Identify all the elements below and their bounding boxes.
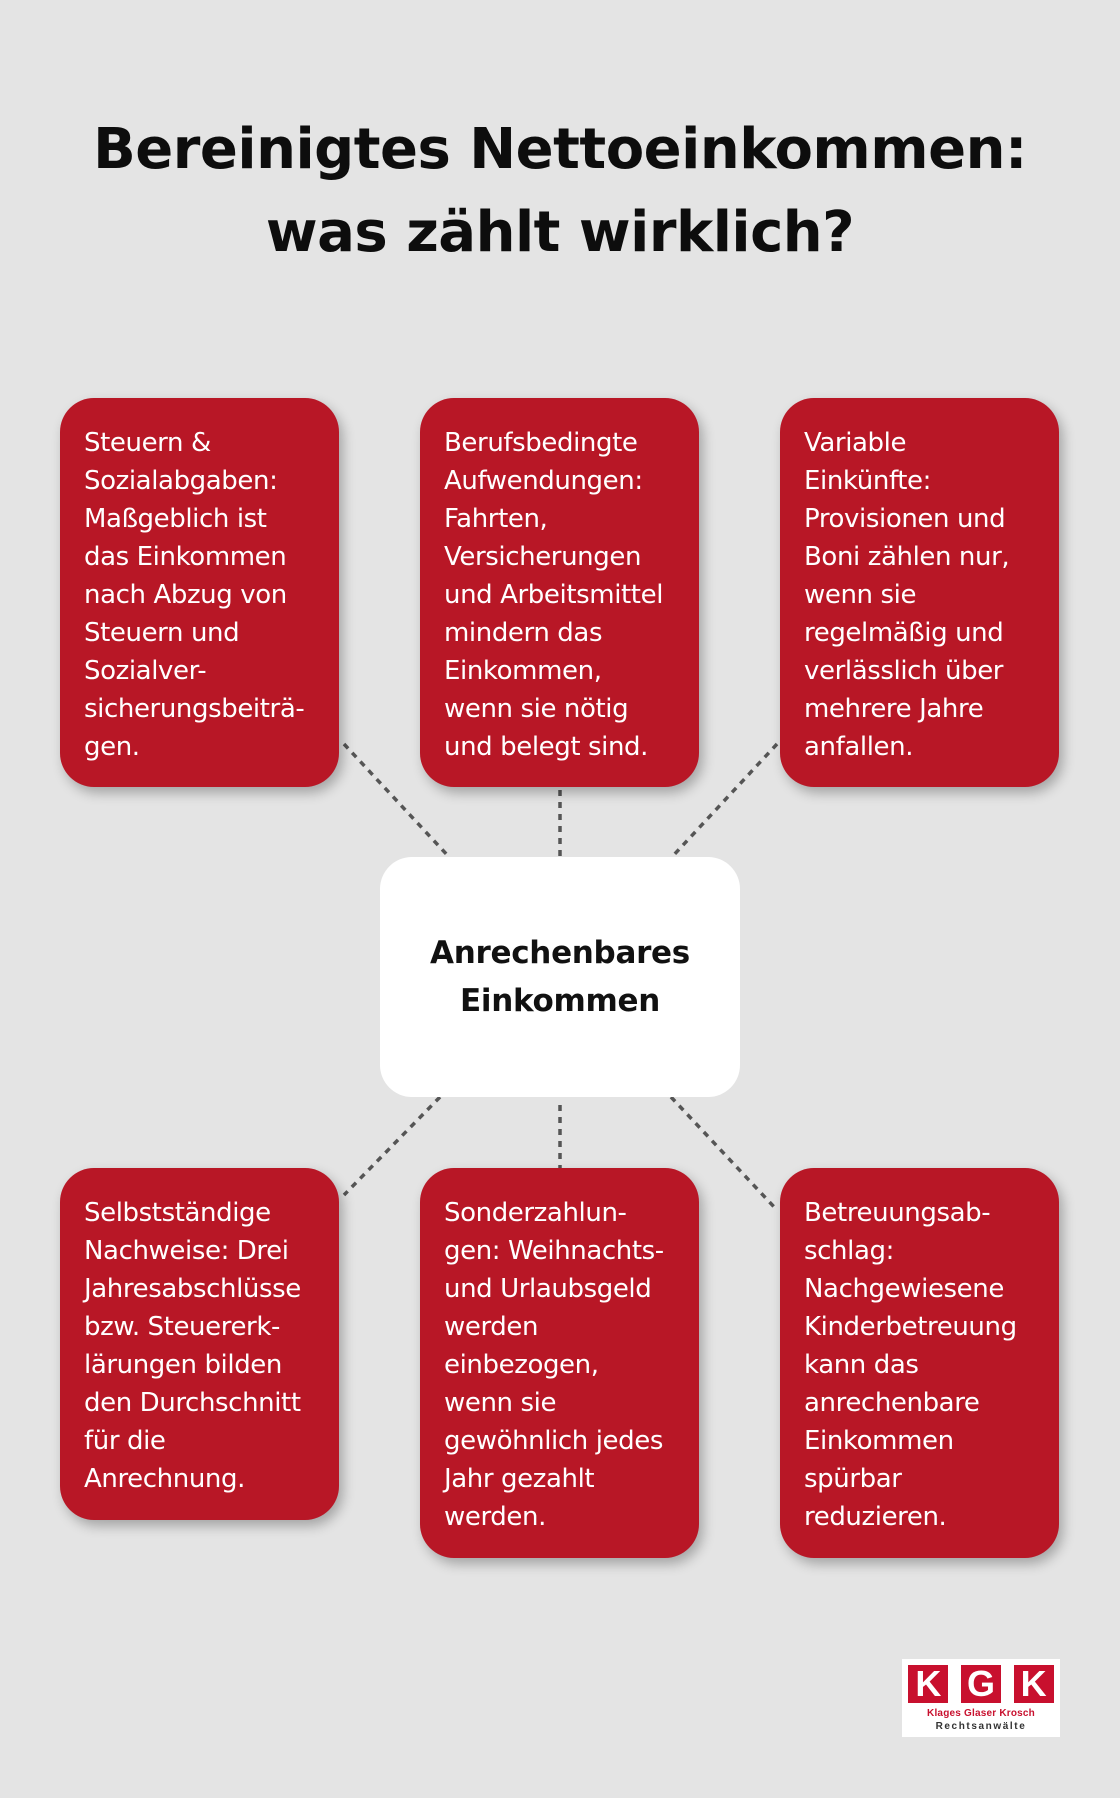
logo-letter-k2: K: [1014, 1665, 1054, 1703]
logo-letters: [902, 1663, 1060, 1705]
card-special-payments: Sonderzahlun- gen: Weihnachts- und Urlaubsgeld werden einbezogen, wenn sie gewöhnlich jedes Jahr gezahlt werden.: [420, 1168, 699, 1558]
logo-names: Klages Glaser Krosch: [927, 1708, 1035, 1719]
card-childcare-deduction: Betreuungsab- schlag: Nachgewiesene Kinderbetreuung kann das anrechenbare Einkommen spürbar reduzieren.: [780, 1168, 1059, 1558]
card-variable-income: Variable Einkünfte: Provisionen und Boni zählen nur, wenn sie regelmäßig und verlässlich über mehrere Jahre anfallen.: [780, 398, 1059, 787]
connector-bottom-left: [344, 1097, 440, 1195]
title-line-1: Bereinigtes Nettoeinkommen:: [93, 117, 1027, 182]
card-self-employed-proof: Selbstständige Nachweise: Drei Jahresabschlüsse bzw. Steuererk- lärungen bilden den Durchschnitt für die Anrechnung.: [60, 1168, 339, 1520]
kgk-logo: [902, 1659, 1060, 1737]
logo-subtitle: Rechtsanwälte: [935, 1721, 1027, 1732]
card-tax-social-contributions: Steuern & Sozialabgaben: Maßgeblich ist das Einkommen nach Abzug von Steuern und Sozialver- sicherungsbeiträ- gen.: [60, 398, 339, 787]
title-line-2: was zählt wirklich?: [265, 200, 855, 265]
center-node: Anrechenbares Einkommen: [380, 857, 740, 1097]
logo-letter-g: G: [961, 1665, 1001, 1703]
logo-letter-k1: K: [908, 1665, 948, 1703]
card-work-related-expenses: Berufsbedingte Aufwendungen: Fahrten, Versicherungen und Arbeitsmittel mindern das Einkommen, wenn sie nötig und belegt sind.: [420, 398, 699, 787]
